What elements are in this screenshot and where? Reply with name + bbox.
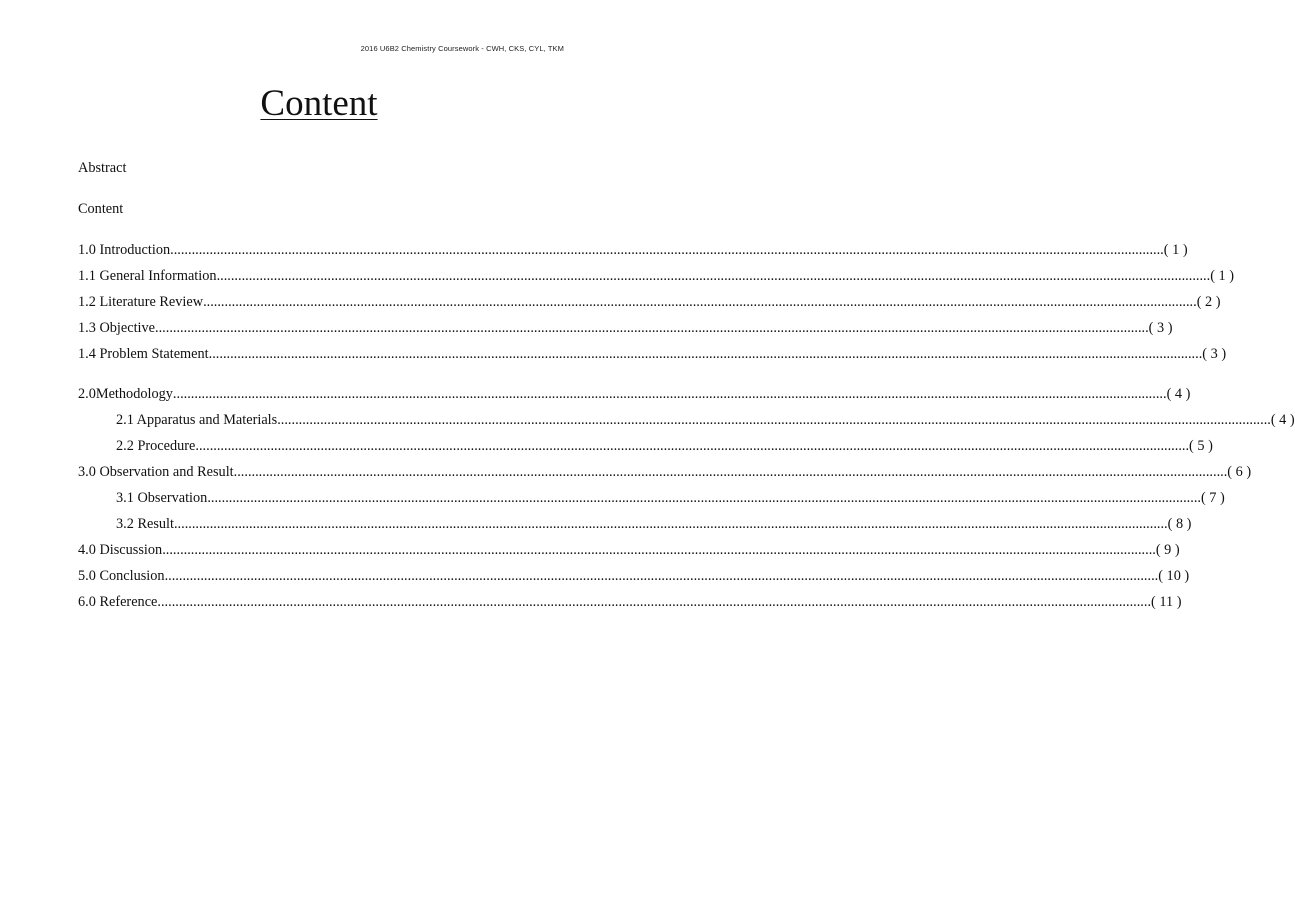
toc-entry-label: 1.3 Objective — [78, 320, 156, 336]
toc-leader-dots: ...................................................................................................................................................................................................................................................................................... — [216, 268, 1211, 284]
toc-entry-page: ( 6 ) — [1227, 464, 1252, 480]
toc-entry-label: 1.1 General Information — [78, 268, 217, 284]
toc-entry-label: 1.2 Literature Review — [78, 294, 204, 310]
toc-leader-dots: ...................................................................................................................................................................................................................................................................................... — [203, 294, 1197, 310]
toc-entry-label: 2.0Methodology — [78, 386, 173, 402]
toc-entry-label: 3.1 Observation — [116, 490, 208, 506]
toc-leader-dots: ...................................................................................................................................................................................................................................................................................... — [233, 464, 1228, 480]
page-title: Content — [260, 83, 378, 124]
toc-entry-methodology — [78, 385, 1191, 403]
toc-entry-result — [116, 515, 1192, 533]
toc-entry-discussion — [78, 541, 1180, 559]
toc-entry-general-information — [78, 267, 1235, 285]
toc-leader-dots: ...................................................................................................................................................................................................................................................................................... — [170, 242, 1164, 258]
toc-leader-dots: ...................................................................................................................................................................................................................................................................................... — [164, 568, 1159, 584]
toc-entry-conclusion — [78, 567, 1190, 585]
toc-leader-dots: ...................................................................................................................................................................................................................................................................................... — [195, 438, 1190, 454]
toc-leader-dots: ...................................................................................................................................................................................................................................................................................... — [172, 386, 1167, 402]
toc-entry-objective — [78, 319, 1173, 337]
toc-entry-label: 4.0 Discussion — [78, 542, 163, 558]
running-header: 2016 U6B2 Chemistry Coursework - CWH, CKS, CYL, TKM — [360, 44, 564, 53]
toc-entry-introduction — [78, 241, 1188, 259]
toc-entry-page: ( 10 ) — [1158, 568, 1190, 584]
toc-entry-observation-and-result — [78, 463, 1252, 481]
toc-entry-label: 3.2 Result — [116, 516, 174, 532]
toc-entry-observation — [116, 489, 1225, 507]
toc-entry-page: ( 3 ) — [1148, 320, 1173, 336]
toc-entry-label: 1.0 Introduction — [78, 242, 171, 258]
toc-leader-dots: ...................................................................................................................................................................................................................................................................................... — [277, 412, 1271, 428]
toc-entry-label: 3.0 Observation and Result — [78, 464, 234, 480]
toc-entry-page: ( 8 ) — [1167, 516, 1192, 532]
toc-entry-procedure — [116, 437, 1213, 455]
toc-entry-problem-statement — [78, 345, 1227, 363]
toc-entry-page: ( 3 ) — [1202, 346, 1227, 362]
toc-entry-page: ( 1 ) — [1210, 268, 1235, 284]
toc-entry-page: ( 4 ) — [1270, 412, 1295, 428]
toc-entry-page: ( 4 ) — [1166, 386, 1191, 402]
toc-leader-dots: ...................................................................................................................................................................................................................................................................................... — [157, 594, 1152, 610]
toc-entry-label: 2.1 Apparatus and Materials — [116, 412, 278, 428]
toc-entry-page: ( 1 ) — [1163, 242, 1188, 258]
toc-entry-literature-review — [78, 293, 1221, 311]
toc-entry-page: ( 9 ) — [1155, 542, 1180, 558]
toc-leader-dots: ...................................................................................................................................................................................................................................................................................... — [155, 320, 1149, 336]
content-heading: Content — [78, 201, 124, 217]
toc-leader-dots: ...................................................................................................................................................................................................................................................................................... — [207, 490, 1201, 506]
toc-entry-page: ( 2 ) — [1196, 294, 1221, 310]
toc-entry-label: 1.4 Problem Statement — [78, 346, 209, 362]
toc-leader-dots: ...................................................................................................................................................................................................................................................................................... — [208, 346, 1203, 362]
toc-entry-label: 5.0 Conclusion — [78, 568, 165, 584]
toc-leader-dots: ...................................................................................................................................................................................................................................................................................... — [162, 542, 1156, 558]
toc-entry-label: 6.0 Reference — [78, 594, 158, 610]
toc-entry-page: ( 5 ) — [1189, 438, 1213, 454]
toc-entry-label: 2.2 Procedure — [116, 438, 196, 454]
toc-entry-page: ( 7 ) — [1200, 490, 1225, 506]
toc-entry-apparatus-and-materials — [116, 411, 1295, 429]
abstract-heading: Abstract — [78, 160, 127, 176]
toc-entry-page: ( 11 ) — [1151, 594, 1182, 610]
toc-leader-dots: ...................................................................................................................................................................................................................................................................................... — [173, 516, 1168, 532]
toc-entry-reference — [78, 593, 1182, 611]
